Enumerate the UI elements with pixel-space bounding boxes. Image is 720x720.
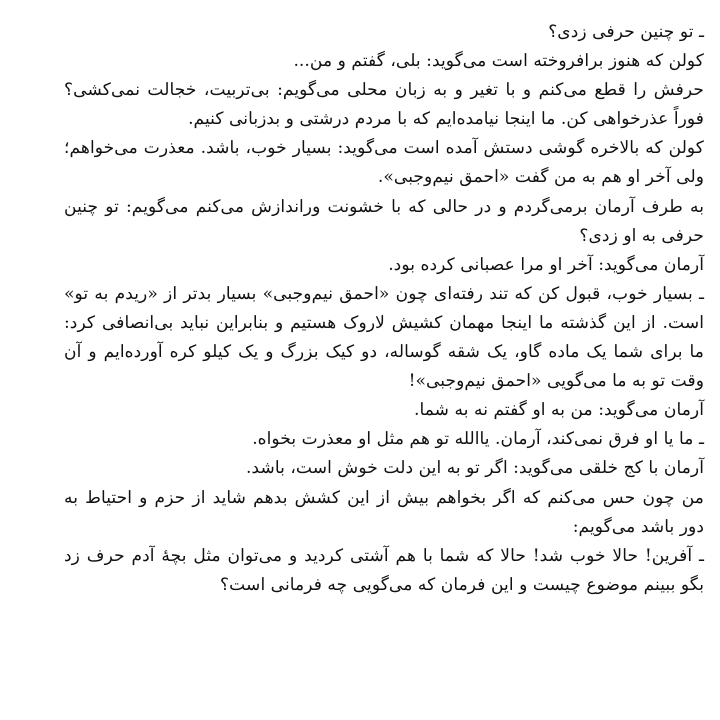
paragraph-question-armand: ـ تو چنین حرفی زدی؟ [548,22,704,42]
paragraph-armand-agrees: آرمان با کج خلقی می‌گوید: اگر تو به این دلت خوش است، باشد. [245,458,704,479]
paragraph-final-question: ـ آفرین! حالا خوب شد! حالا که شما با هم آشتی کردید و می‌توان مثل بچهٔ آدم حرف زد بگو ببینم موضوع چیست و این فرمان که می‌گویی چه فرمانی است؟ [64,545,704,595]
paragraph-scold-colin: حرفش را قطع می‌کنم و با تغیر و به زبان محلی می‌گویم: بی‌تربیت، خجالت نمی‌کشی؟ فوراً عذرخواهی کن. ما اینجا نیامده‌ایم که با مردم درشتی و بدزبانی کنیم. [64,80,704,130]
paragraph-narrator-caution: من چون حس می‌کنم که اگر بخواهم بیش از این کشش بدهم شاید از حزم و احتیاط به دور باشد می‌گویم: [64,487,704,537]
text-body [64,18,704,600]
paragraph-colin-reply: کولن که هنوز برافروخته است می‌گوید: بلی، گفتم و من... [293,51,704,72]
paragraph-colin-apology: کولن که بالاخره گوشی دستش آمده است می‌گوید: بسیار خوب، باشد. معذرت می‌خواهم؛ ولی آخر او هم به من گفت «احمق نیم‌وجبی». [64,138,704,188]
paragraph-armand-objection: آرمان می‌گوید: من به او گفتم نه به شما. [414,400,704,421]
paragraph-demand-apology: ـ ما یا او فرق نمی‌کند، آرمان. یاالله تو هم مثل او معذرت بخواه. [252,429,704,450]
paragraph-long-rebuke: ـ بسیار خوب، قبول کن که تند رفته‌ای چون «احمق نیم‌وجبی» بسیار بدتر از «ریدم به تو» است. از این گذشته ما اینجا مهمان کشیش لاروک هستیم و بنابراین نباید بی‌انصافی کرد: ما برای شما یک ماده گاو، یک شقه گوساله، دو کیک بزرگ و یک کیلو کره آورده‌ایم و آن وقت تو به ما می‌گویی «احمق نیم‌وجبی»! [64,283,704,392]
paragraph-turn-to-armand: به طرف آرمان برمی‌گردم و در حالی که با خشونت وراندازش می‌کنم می‌گویم: تو چنین حرفی به او زدی؟ [64,196,704,246]
paragraph-armand-reply: آرمان می‌گوید: آخر او مرا عصبانی کرده بود. [388,254,704,275]
